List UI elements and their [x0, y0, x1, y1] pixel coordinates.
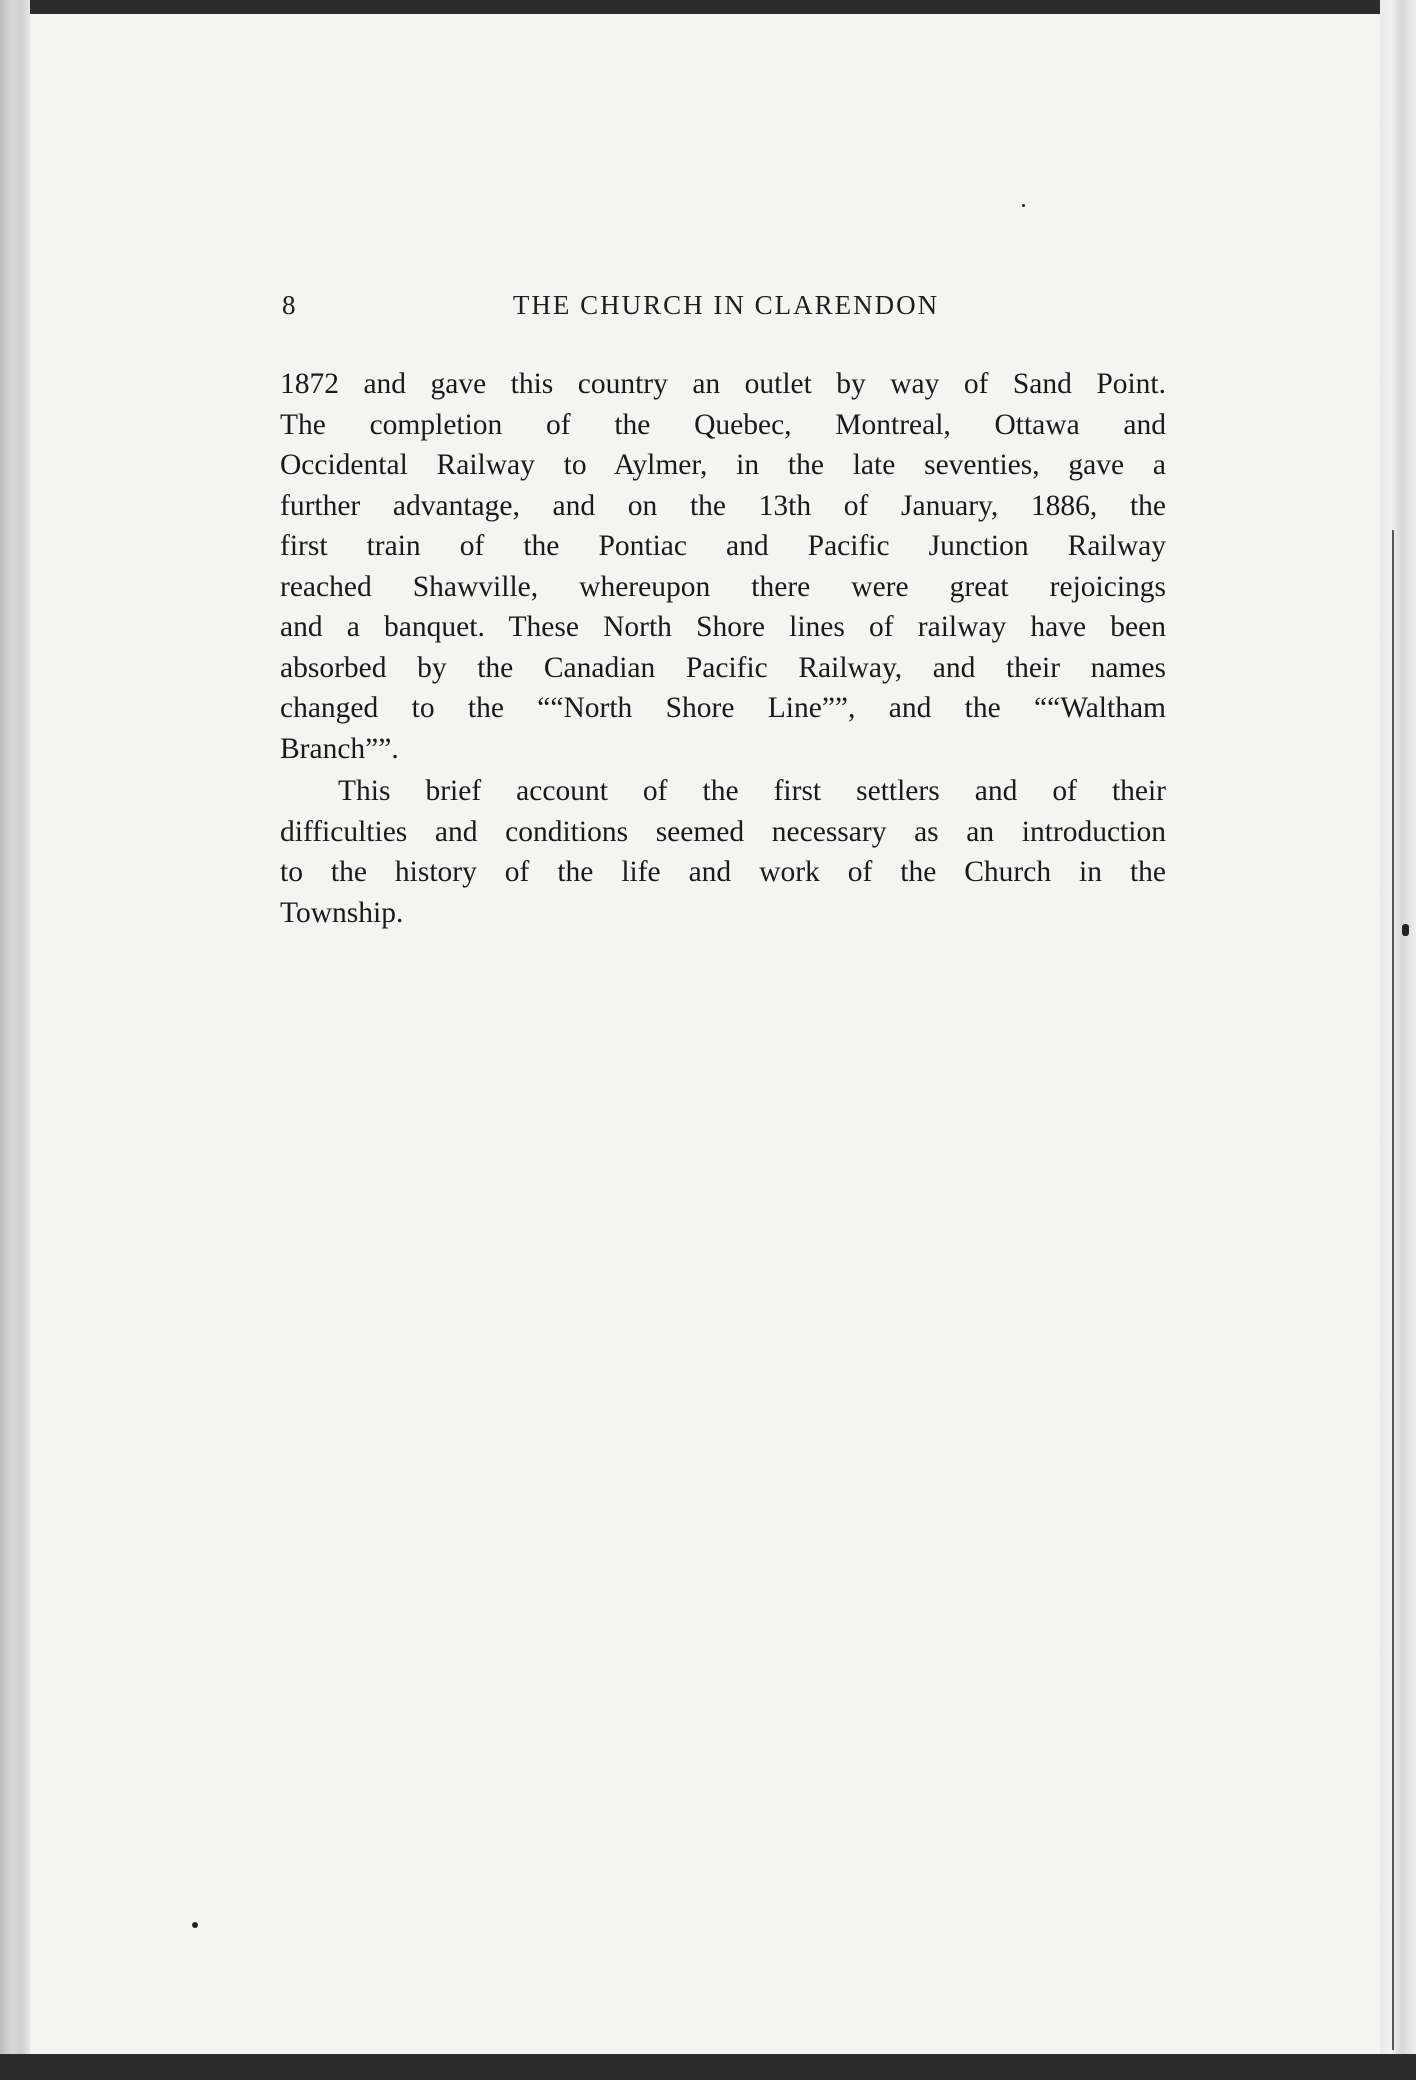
scan-speck — [1402, 924, 1409, 936]
text-line: first train of the Pontiac and Pacific Junction Railway — [280, 530, 1166, 562]
text-line: difficulties and conditions seemed necessary as an introduction — [280, 815, 1166, 848]
text-line: absorbed by the Canadian Pacific Railway, and their names — [280, 651, 1166, 684]
text-line: further advantage, and on the 13th of January, 1886, the — [280, 489, 1166, 522]
text-line: This brief account of the first settlers and of their — [338, 775, 1166, 807]
text-line: reached Shawville, whereupon there were great rejoicings — [280, 570, 1166, 603]
running-title: THE CHURCH IN CLARENDON — [512, 290, 940, 320]
text-line: Occidental Railway to Aylmer, in the late seventies, gave a — [280, 449, 1166, 481]
scan-speck — [192, 1922, 198, 1928]
page-fold-line — [1392, 530, 1394, 2050]
paragraph-1 — [280, 364, 1166, 769]
text-line: Branch””. — [280, 732, 399, 765]
page-edge-left — [0, 0, 30, 2080]
text-line: changed to the ““North Shore Line””, and the ““Waltham — [280, 692, 1166, 724]
paragraph-2 — [280, 771, 1166, 933]
page-edge-right — [1380, 0, 1416, 2080]
text-line: 1872 and gave this country an outlet by way of Sand Point. — [280, 368, 1166, 400]
text-line: Township. — [280, 896, 404, 929]
text-line: and a banquet. These North Shore lines of railway have been — [280, 611, 1166, 643]
running-head — [282, 290, 1170, 330]
scan-speck — [1022, 204, 1025, 207]
page-number: 8 — [282, 290, 296, 320]
scan-bottom-border — [0, 2054, 1416, 2080]
text-line: to the history of the life and work of the Church in the — [280, 856, 1166, 888]
text-line: The completion of the Quebec, Montreal, Ottawa and — [280, 408, 1166, 441]
body-text — [280, 364, 1166, 933]
